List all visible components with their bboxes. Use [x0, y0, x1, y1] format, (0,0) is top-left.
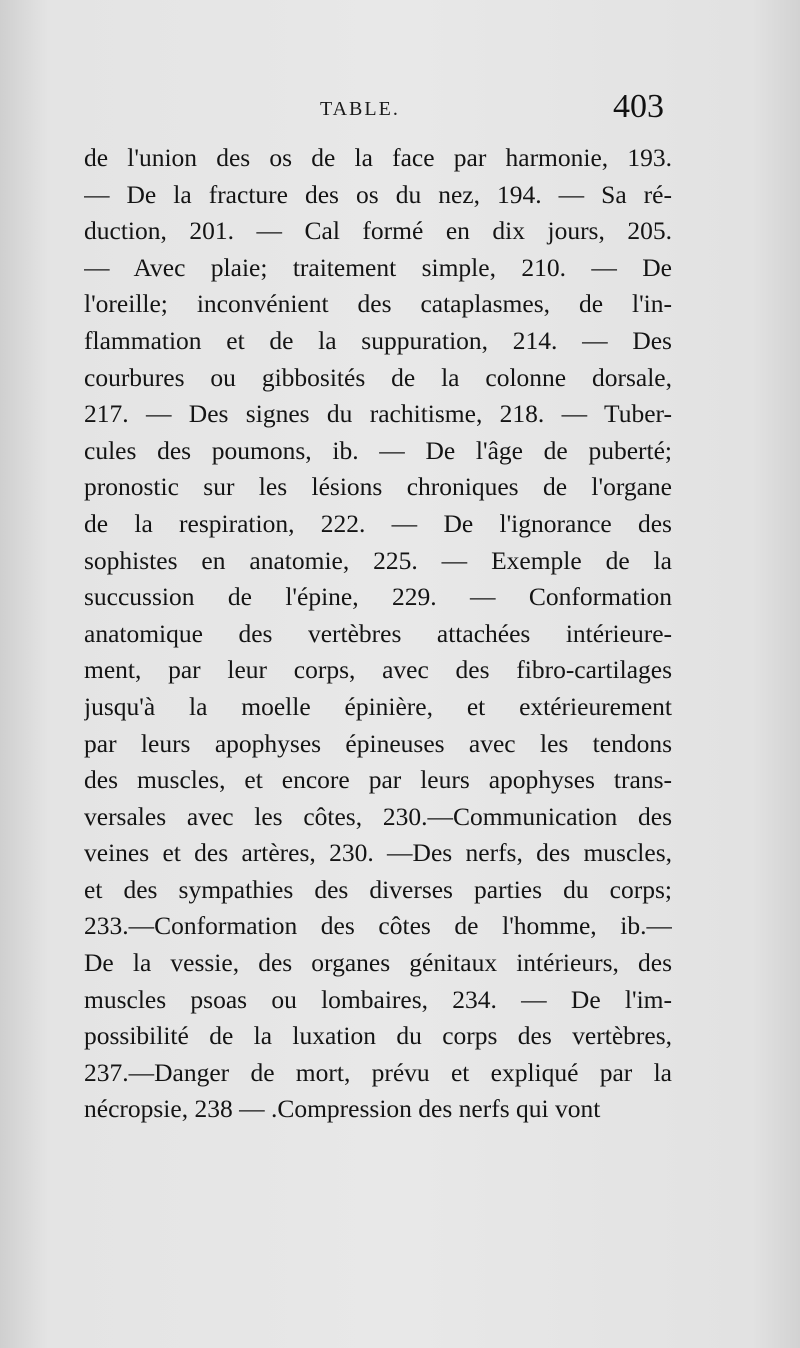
text-line: ment, par leur corps, avec des fibro-cartilages — [84, 655, 672, 685]
text-line: des muscles, et encore par leurs apophyses trans- — [84, 765, 672, 795]
text-line: — Avec plaie; traitement simple, 210. — De — [84, 252, 672, 282]
page-number: 403 — [613, 88, 664, 125]
page-header — [84, 88, 684, 128]
text-line: l'oreille; inconvénient des cataplasmes, de l'in- — [84, 289, 672, 319]
text-line: de la respiration, 222. — De l'ignorance des — [84, 508, 672, 538]
text-line: pronostic sur les lésions chroniques de l'organe — [84, 472, 672, 502]
text-line: par leurs apophyses épineuses avec les tendons — [84, 728, 672, 758]
text-line: flammation et de la suppuration, 214. — Des — [84, 325, 672, 355]
text-line: cules des poumons, ib. — De l'âge de puberté; — [84, 435, 672, 465]
text-line: 217. — Des signes du rachitisme, 218. — Tuber- — [84, 399, 672, 429]
text-line: 237.—Danger de mort, prévu et expliqué par la — [84, 1057, 672, 1087]
text-line: sophistes en anatomie, 225. — Exemple de la — [84, 545, 672, 575]
text-line: jusqu'à la moelle épinière, et extérieurement — [84, 691, 672, 721]
text-line: courbures ou gibbosités de la colonne dorsale, — [84, 362, 672, 392]
text-line: succussion de l'épine, 229. — Conformation — [84, 582, 672, 612]
index-text-block — [84, 140, 672, 1128]
text-line: versales avec les côtes, 230.—Communication des — [84, 801, 672, 831]
text-line: veines et des artères, 230. —Des nerfs, des muscles, — [84, 838, 672, 868]
text-line: de l'union des os de la face par harmonie, 193. — [84, 143, 672, 172]
text-line: De la vessie, des organes génitaux intérieurs, des — [84, 948, 672, 978]
text-line: possibilité de la luxation du corps des vertèbres, — [84, 1021, 672, 1051]
text-line: et des sympathies des diverses parties du corps; — [84, 874, 672, 904]
running-title: TABLE. — [320, 98, 400, 120]
text-line: duction, 201. — Cal formé en dix jours, 205. — [84, 216, 672, 246]
text-line: muscles psoas ou lombaires, 234. — De l'im- — [84, 984, 672, 1014]
text-line: 233.—Conformation des côtes de l'homme, ib.— — [84, 911, 672, 941]
text-line: nécropsie, 238 — .Compression des nerfs qui vont — [84, 1094, 601, 1124]
text-line: — De la fracture des os du nez, 194. — Sa ré- — [84, 179, 672, 209]
text-line: anatomique des vertèbres attachées intérieure- — [84, 618, 672, 648]
